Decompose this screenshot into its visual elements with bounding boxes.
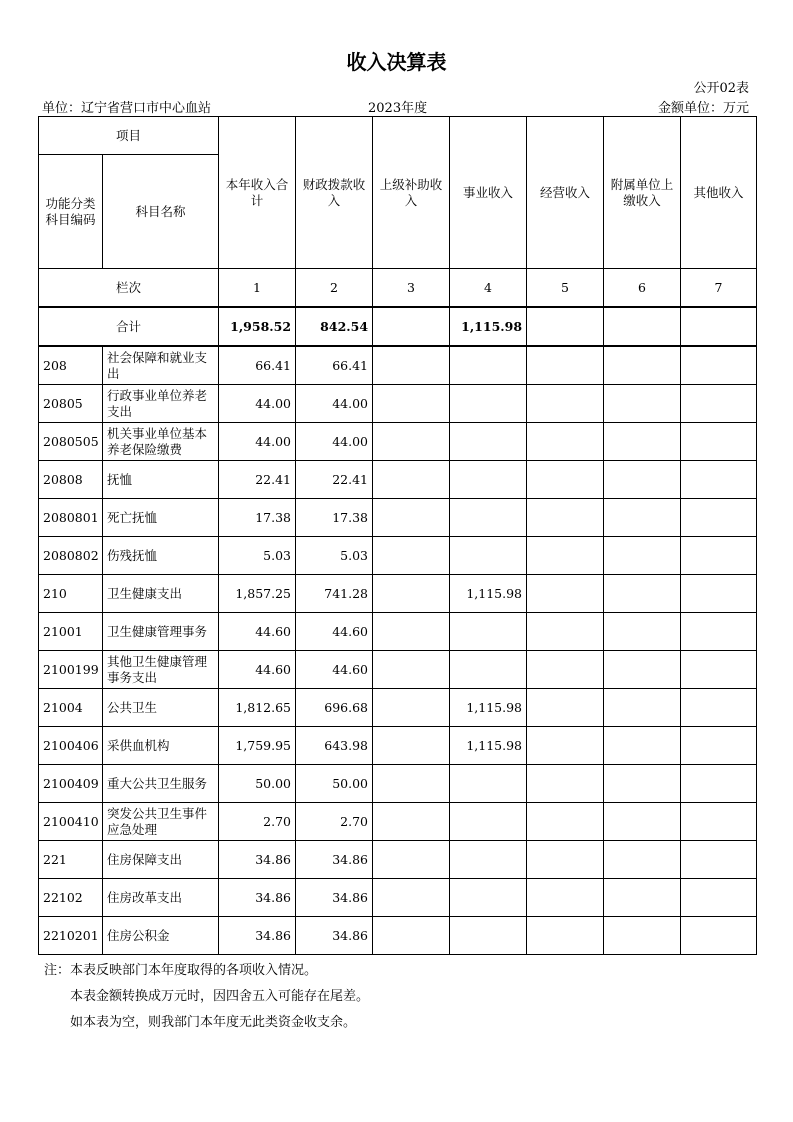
row-code: 2210201 [39,917,103,955]
row-v4 [450,651,527,689]
row-v3 [373,385,450,423]
row-v7 [681,689,757,727]
total-v2: 842.54 [296,307,373,346]
note-1: 注：本表反映部门本年度取得的各项收入情况。 [44,963,318,978]
row-v6 [604,651,681,689]
row-v1: 66.41 [219,346,296,385]
row-code: 221 [39,841,103,879]
header-col7: 其他收入 [681,117,757,269]
row-v6 [604,689,681,727]
row-v4 [450,879,527,917]
row-v6 [604,461,681,499]
table-row [39,346,757,385]
row-v5 [527,917,604,955]
row-v2: 66.41 [296,346,373,385]
table-row [39,613,757,651]
row-v5 [527,613,604,651]
row-v4 [450,385,527,423]
row-v1: 34.86 [219,841,296,879]
table-row [39,499,757,537]
row-v5 [527,575,604,613]
row-name: 其他卫生健康管理事务支出 [103,651,219,689]
col-number-6: 6 [604,269,681,308]
row-name: 重大公共卫生服务 [103,765,219,803]
table-row [39,689,757,727]
row-v7 [681,879,757,917]
row-v7 [681,651,757,689]
row-v7 [681,385,757,423]
row-v5 [527,879,604,917]
row-code: 21001 [39,613,103,651]
row-v2: 34.86 [296,879,373,917]
row-v1: 44.60 [219,613,296,651]
row-name: 死亡抚恤 [103,499,219,537]
row-v4 [450,917,527,955]
table-row [39,917,757,955]
row-v7 [681,346,757,385]
row-code: 2100409 [39,765,103,803]
row-v3 [373,613,450,651]
row-v4: 1,115.98 [450,727,527,765]
row-code: 208 [39,346,103,385]
row-name: 卫生健康支出 [103,575,219,613]
row-v7 [681,423,757,461]
row-name: 采供血机构 [103,727,219,765]
row-v1: 1,857.25 [219,575,296,613]
total-v1: 1,958.52 [219,307,296,346]
row-v6 [604,727,681,765]
row-v3 [373,765,450,803]
table-row [39,803,757,841]
row-code: 20808 [39,461,103,499]
row-v3 [373,841,450,879]
row-code: 20805 [39,385,103,423]
row-v3 [373,575,450,613]
row-v7 [681,841,757,879]
total-v3 [373,307,450,346]
table-row [39,385,757,423]
row-v3 [373,689,450,727]
row-v2: 44.00 [296,423,373,461]
header-col6: 附属单位上缴收入 [604,117,681,269]
row-v6 [604,346,681,385]
row-v5 [527,423,604,461]
row-code: 210 [39,575,103,613]
total-v5 [527,307,604,346]
row-v7 [681,537,757,575]
table-row [39,537,757,575]
row-v1: 44.60 [219,651,296,689]
row-v3 [373,727,450,765]
row-v4 [450,499,527,537]
row-v5 [527,461,604,499]
header-col3: 上级补助收入 [373,117,450,269]
row-v1: 2.70 [219,803,296,841]
row-v6 [604,537,681,575]
total-v7 [681,307,757,346]
row-v6 [604,917,681,955]
row-name: 行政事业单位养老支出 [103,385,219,423]
row-v2: 696.68 [296,689,373,727]
row-name: 住房改革支出 [103,879,219,917]
row-v1: 5.03 [219,537,296,575]
row-code: 21004 [39,689,103,727]
page-title: 收入决算表 [346,50,447,74]
header-col1: 本年收入合计 [219,117,296,269]
row-v1: 34.86 [219,917,296,955]
row-v1: 17.38 [219,499,296,537]
row-v3 [373,651,450,689]
row-v3 [373,461,450,499]
lanci-label: 栏次 [39,269,219,308]
table-row [39,879,757,917]
row-v5 [527,346,604,385]
row-v2: 44.00 [296,385,373,423]
row-name: 伤残抚恤 [103,537,219,575]
row-code: 2080802 [39,537,103,575]
row-v3 [373,499,450,537]
row-v4 [450,803,527,841]
row-v3 [373,423,450,461]
row-v2: 2.70 [296,803,373,841]
row-v5 [527,537,604,575]
footnotes [44,958,369,1036]
row-v7 [681,499,757,537]
row-v2: 22.41 [296,461,373,499]
row-v7 [681,765,757,803]
table-row [39,727,757,765]
row-v4 [450,461,527,499]
row-v2: 17.38 [296,499,373,537]
row-code: 2100406 [39,727,103,765]
row-v4 [450,613,527,651]
row-v6 [604,385,681,423]
row-v4 [450,841,527,879]
header-name: 科目名称 [103,155,219,269]
header-item: 项目 [39,117,219,155]
row-v2: 44.60 [296,613,373,651]
row-v1: 1,759.95 [219,727,296,765]
row-v6 [604,841,681,879]
col-number-3: 3 [373,269,450,308]
row-v6 [604,499,681,537]
row-code: 2080505 [39,423,103,461]
row-v5 [527,803,604,841]
row-v6 [604,803,681,841]
money-unit-label: 金额单位：万元 [657,101,749,116]
row-code: 2100410 [39,803,103,841]
row-name: 卫生健康管理事务 [103,613,219,651]
table-body [39,117,757,955]
row-v6 [604,879,681,917]
row-v6 [604,765,681,803]
row-v2: 5.03 [296,537,373,575]
row-v3 [373,803,450,841]
row-name: 机关事业单位基本养老保险缴费 [103,423,219,461]
row-v5 [527,765,604,803]
table-row [39,841,757,879]
unit-label: 单位：辽宁省营口市中心血站 [42,101,212,116]
row-v7 [681,461,757,499]
row-v4 [450,346,527,385]
row-name: 住房公积金 [103,917,219,955]
row-v5 [527,689,604,727]
row-v1: 44.00 [219,385,296,423]
row-v2: 34.86 [296,841,373,879]
col-number-4: 4 [450,269,527,308]
form-number: 公开02表 [693,81,749,96]
row-v2: 741.28 [296,575,373,613]
row-v6 [604,423,681,461]
row-v5 [527,651,604,689]
row-v2: 44.60 [296,651,373,689]
row-v1: 44.00 [219,423,296,461]
row-v1: 1,812.65 [219,689,296,727]
row-code: 22102 [39,879,103,917]
header-col2: 财政拨款收入 [296,117,373,269]
col-number-5: 5 [527,269,604,308]
header-col5: 经营收入 [527,117,604,269]
row-v3 [373,537,450,575]
row-name: 住房保障支出 [103,841,219,879]
table-row [39,575,757,613]
row-v5 [527,385,604,423]
row-code: 2080801 [39,499,103,537]
row-v1: 22.41 [219,461,296,499]
row-v7 [681,727,757,765]
row-name: 社会保障和就业支出 [103,346,219,385]
col-number-7: 7 [681,269,757,308]
row-v6 [604,575,681,613]
row-v2: 50.00 [296,765,373,803]
total-row [39,307,757,346]
total-v6 [604,307,681,346]
row-v7 [681,613,757,651]
row-v4: 1,115.98 [450,575,527,613]
row-v4 [450,765,527,803]
row-name: 抚恤 [103,461,219,499]
note-2: 本表金额转换成万元时，因四舍五入可能存在尾差。 [70,989,370,1004]
col-number-1: 1 [219,269,296,308]
row-v3 [373,879,450,917]
total-label: 合计 [39,307,219,346]
income-table [38,116,757,955]
row-v4: 1,115.98 [450,689,527,727]
row-v7 [681,575,757,613]
table-row [39,765,757,803]
row-v2: 643.98 [296,727,373,765]
table-row [39,461,757,499]
row-v4 [450,423,527,461]
table-row [39,651,757,689]
header-code: 功能分类科目编码 [39,155,103,269]
header-col4: 事业收入 [450,117,527,269]
row-v3 [373,917,450,955]
row-v3 [373,346,450,385]
row-v5 [527,727,604,765]
note-3: 如本表为空，则我部门本年度无此类资金收支余。 [70,1015,357,1030]
table-row [39,423,757,461]
row-v2: 34.86 [296,917,373,955]
row-v5 [527,841,604,879]
row-v6 [604,613,681,651]
total-v4: 1,115.98 [450,307,527,346]
row-v1: 34.86 [219,879,296,917]
row-name: 公共卫生 [103,689,219,727]
row-v7 [681,917,757,955]
row-v7 [681,803,757,841]
row-v5 [527,499,604,537]
row-v4 [450,537,527,575]
col-number-2: 2 [296,269,373,308]
year-label: 2023年度 [368,101,428,116]
row-name: 突发公共卫生事件应急处理 [103,803,219,841]
row-code: 2100199 [39,651,103,689]
row-v1: 50.00 [219,765,296,803]
